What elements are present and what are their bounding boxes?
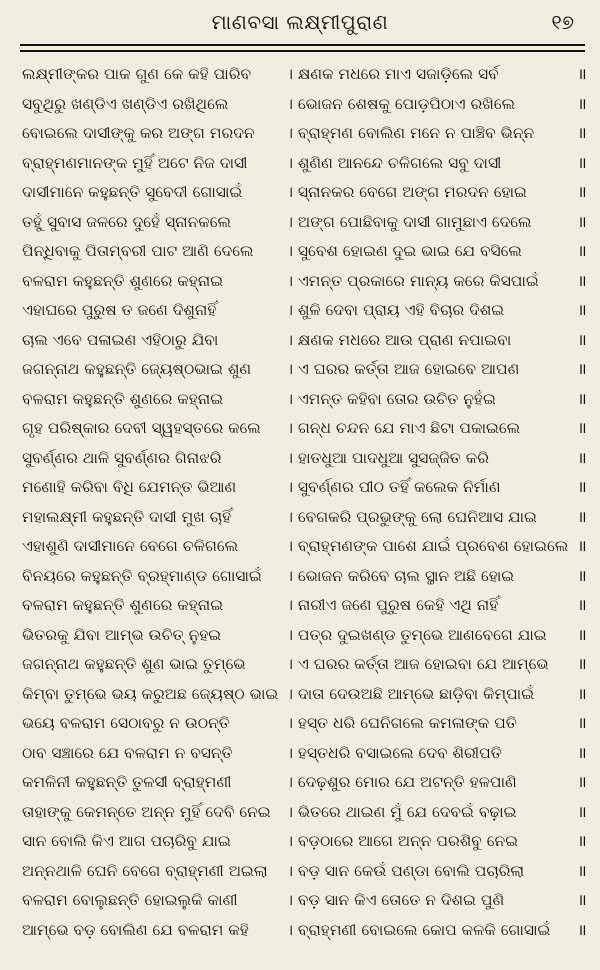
verse-second-half: । ପତ୍ର ଦୁଇଖଣ୍ଡ ତୁମ୍ଭେ ଆଣବେଗେ ଯାଇ (286, 625, 547, 644)
verse-second-half: । ଅଙ୍ଗ ପୋଛିବାକୁ ଦାସୀ ଗାମୁଛାଏ ଦେଲେ (286, 212, 532, 231)
verse-second-half: । ନାରୀଏ ଜଣେ ପୁରୁଷ କେହି ଏଥି ନାହିଁ (286, 596, 499, 614)
verse-second-half: । ବ୍ରାହ୍ମଣୀ ବୋଇଲେ କୋପ କଳକି ଗୋସାଇଁ (286, 920, 551, 939)
verse-first-half: ପିନ୍ଧିବାକୁ ପିତାମ୍ବରୀ ପାଟ ଆଣି ଦେଲେ (22, 242, 254, 260)
page-number: ୧୭ (551, 10, 574, 34)
verse-line (22, 414, 592, 444)
verse-line (22, 503, 592, 533)
verse-end-mark: ॥ (577, 655, 587, 673)
verse-line (22, 208, 592, 238)
verse-first-half: ସବୁଥିରୁ ଖଣ୍ଡିଏ ଖଣ୍ଡିଏ ରଖିଥିଲେ (22, 94, 229, 113)
verse-second-half: । ବ୍ରାହ୍ମଣଙ୍କ ପାଶେ ଯାଇଁ ପ୍ରବେଶ ହୋଇଲେ (286, 537, 569, 555)
verse-second-half: । ସ୍ନାନକର ବେଗେ ଅଙ୍ଗ ମରଦନ ହୋଇ (286, 183, 527, 201)
verse-line (22, 591, 592, 621)
verse-end-mark: ॥ (577, 891, 587, 909)
verse-line (22, 326, 592, 356)
verse-second-half: । ଏମନ୍ତ ପ୍ରକାରେ ମାନ୍ୟ କରେ କିସପାଇଁ (286, 271, 539, 290)
verse-end-mark: ॥ (577, 212, 587, 231)
verse-second-half: । ସୁବେଶ ହୋଇଣ ଦୁଇ ଭାଇ ଯେ ବସିଲେ (286, 242, 522, 260)
verse-second-half: । ଏମନ୍ତ କହିବା ତୋର ଉଚିତ ନୁହଁଇ (286, 389, 496, 408)
verse-end-mark: ॥ (577, 183, 587, 201)
verse-first-half: ଚାଲ ଏବେ ପଳାଇଣ ଏହିଠାରୁ ଯିବା (22, 330, 219, 349)
verse-first-half: ଭିତରକୁ ଯିବା ଆମ୍ଭ ଉଚିତ୍ ନୁହଇ (22, 625, 222, 644)
verse-second-half: । ଏ ଘରର କର୍ତ୍ତା ଆଜ ହୋଇବେ ଆପଣ (286, 360, 520, 378)
verse-first-half: ଆମ୍ଭେ ବଡ଼ ବୋଲିଣ ଯେ ବଳରାମ କହି (22, 920, 249, 939)
verse-second-half: । ଦେଢ଼ଶୁର ମୋର ଯେ ଅଟନ୍ତି ହଳପାଣି (286, 773, 517, 791)
verse-end-mark: ॥ (577, 596, 587, 614)
verse-line (22, 355, 592, 385)
verse-first-half: ଲକ୍ଷ୍ମୀଙ୍କର ପାକ ଗୁଣ କେ କହି ପାରିବ (22, 65, 252, 83)
verse-line (22, 178, 592, 208)
verse-line (22, 798, 592, 828)
verse-first-half: ତହୁଁ ସୁବାସ ଜଳରେ ଦୁହେଁ ସ୍ନାନକଲେ (22, 212, 231, 231)
verse-end-mark: ॥ (577, 419, 587, 437)
verse-second-half: । ହାତଧୁଆ ପାଦଧୁଆ ସୁସଜ୍ଜିତ କରି (286, 448, 489, 467)
verse-first-half: ବଳରାମ ବୋଲୁଛନ୍ତି ହୋଇଲୁକି କାଣୀ (22, 891, 238, 909)
verse-end-mark: ॥ (577, 714, 587, 732)
verse-second-half: । ଭିତରେ ଥାଇଣ ମୁଁ ଯେ ଦେବଇଁ ବଢ଼ାଇ (286, 802, 517, 821)
verse-end-mark: ॥ (577, 478, 587, 496)
verse-end-mark: ॥ (577, 861, 587, 880)
verse-second-half: । ହସ୍ତ ଧରି ଘେନିଗଲେ କମଳାଙ୍କ ପତି (286, 714, 517, 732)
verse-first-half: ବଳରାମ କହୁଛନ୍ତି ଶୁଣରେ କହ୍ନାଇ (22, 389, 224, 408)
verse-line (22, 149, 592, 179)
verse-end-mark: ॥ (577, 94, 587, 113)
verse-end-mark: ॥ (577, 802, 587, 821)
verse-line (22, 680, 592, 710)
verse-second-half: । ଗନ୍ଧ ଚନ୍ଦନ ଯେ ମାଏ ଛିଟା ପକାଇଲେ (286, 419, 521, 437)
verse-second-half: । ବଡ଼ଠାରେ ଆଗେ ଅନ୍ନ ପରଶିବୁ ନେଇ (286, 832, 519, 850)
header-rule-top (20, 44, 585, 46)
verse-end-mark: ॥ (577, 684, 587, 703)
verse-line (22, 296, 592, 326)
verse-first-half: ଜଗନ୍ନାଥ କହୁଛନ୍ତି ଶୁଣ ଭାଇ ତୁମ୍ଭେ (22, 655, 246, 673)
verse-first-half: ସୁବର୍ଣ୍ଣର ଥାଳି ସୁବର୍ଣ୍ଣର ଗିନାଝରି (22, 448, 222, 467)
verse-end-mark: ॥ (577, 743, 587, 762)
verse-first-half: ତାହାଙ୍କୁ କେମନ୍ତେ ଅନ୍ନ ମୁହିଁ ଦେବି ନେଇ (22, 802, 271, 821)
verse-end-mark: ॥ (577, 301, 587, 319)
verse-first-half: ଏହାଶୁଣି ଦାସୀମାନେ ବେଗେ ଚଳିଗଲେ (22, 537, 239, 555)
verse-end-mark: ॥ (577, 360, 587, 378)
verse-line (22, 60, 592, 90)
verse-line (22, 119, 592, 149)
verse-first-half: ଏହାଘରେ ପୁରୁଷ ତ ଜଣେ ଦିଶୁନାହିଁ (22, 301, 217, 319)
verse-second-half: । ବଡ଼ ସାନ କେଉଁ ପଣ୍ଡା ବୋଲି ପଚାରିଲା (286, 861, 525, 880)
verse-end-mark: ॥ (577, 920, 587, 939)
verse-first-half: କମଳିନୀ କହୁଛନ୍ତି ତୁଳସୀ ବ୍ରାହ୍ମଣୀ (22, 773, 232, 791)
verse-first-half: ଗୃହ ପରିଷ୍କାର ଦେବୀ ସ୍ୱହସ୍ତରେ କଲେ (22, 419, 261, 437)
verse-first-half: ସାନ ବୋଲି କିଏ ଆଗ ପଚାରିବୁ ଯାଇ (22, 832, 231, 850)
verse-line (22, 827, 592, 857)
verse-end-mark: ॥ (577, 271, 587, 290)
verse-first-half: ବଳରାମ କହୁଛନ୍ତି ଶୁଣରେ କହ୍ନାଇ (22, 271, 224, 290)
verse-second-half: । ବଡ଼ ସାନ କିଏ ତୋତେ ନ ଦିଶଇ ପୁଣି (286, 891, 505, 909)
verse-end-mark: ॥ (577, 124, 587, 142)
verse-second-half: । କ୍ଷଣକ ମଧରେ ମାଏ ସଜାଡ଼ିଲେ ସର୍ବ (286, 65, 499, 83)
verse-second-half: । ଏ ଘରର କର୍ତ୍ତା ଆଜ ହୋଇବା ଯେ ଆମ୍ଭେ (286, 655, 549, 673)
verse-line (22, 709, 592, 739)
verse-line (22, 621, 592, 651)
verse-end-mark: ॥ (577, 537, 587, 555)
verse-line (22, 473, 592, 503)
verse-second-half: । କ୍ଷଣକ ମଧରେ ଆଉ ପ୍ରାଣ ନପାଇବା (286, 330, 512, 349)
verse-line (22, 267, 592, 297)
verse-line (22, 532, 592, 562)
verse-line (22, 562, 592, 592)
verse-end-mark: ॥ (577, 65, 587, 83)
verse-first-half: ଅନ୍ନଥାଳି ଘେନି ବେଗେ ବ୍ରାହ୍ମଣୀ ଅଇଲା (22, 861, 268, 880)
verse-end-mark: ॥ (577, 389, 587, 408)
verse-end-mark: ॥ (577, 773, 587, 791)
verse-first-half: ଦାସୀମାନେ କହୁଛନ୍ତି ସୁବେଦୀ ଗୋସାଇଁ (22, 183, 243, 201)
verse-first-half: ମହାଲକ୍ଷ୍ମୀ କହୁଛନ୍ତି ଦାସୀ ମୁଖ ଚାହିଁ (22, 507, 232, 526)
verse-line (22, 916, 592, 946)
verse-line (22, 650, 592, 680)
verse-first-half: ମଣୋହି କରିବା ବିଧି ଯେମନ୍ତ ଭିଆଣ (22, 478, 237, 496)
verse-first-half: ବିନୟରେ କହୁଛନ୍ତି ବ୍ରହ୍ମାଣ୍ଡ ଗୋସାଇଁ (22, 566, 262, 585)
verse-first-half: ବ୍ରାହ୍ମଣମାନଙ୍କ ମୁହିଁ ଅଟେ ନିଜ ଦାସୀ (22, 153, 248, 172)
verse-line (22, 886, 592, 916)
verse-end-mark: ॥ (577, 330, 587, 349)
verse-end-mark: ॥ (577, 625, 587, 644)
verse-first-half: ଠାବ ସଞ୍ଚାରେ ଯେ ବଳରାମ ନ ବସନ୍ତି (22, 743, 233, 762)
verse-second-half: । ହସ୍ତଧରି ବସାଇଲେ ଦେବ ଶିରୀପତି (286, 743, 502, 762)
verse-line (22, 739, 592, 769)
verse-line (22, 385, 592, 415)
verse-line (22, 857, 592, 887)
verse-end-mark: ॥ (577, 448, 587, 467)
verse-first-half: ବଳରାମ କହୁଛନ୍ତି ଶୁଣରେ କହ୍ନାଇ (22, 596, 224, 614)
verse-second-half: । ବେଗକରି ପ୍ରଭୁଙ୍କୁ ଲୋ ଘେନିଆସ ଯାଇ (286, 507, 537, 526)
verse-line (22, 444, 592, 474)
verse-end-mark: ॥ (577, 153, 587, 172)
verse-second-half: । ଶୁଣିଣ ଆନନ୍ଦେ ଚଳିଗଲେ ସବୁ ଦାସୀ (286, 153, 502, 172)
verse-end-mark: ॥ (577, 832, 587, 850)
verse-second-half: । ବ୍ରାହ୍ମଣ ବୋଲିଣ ମନେ ନ ପାଞ୍ଚିବ ଭିନ୍ନ (286, 124, 535, 142)
verse-end-mark: ॥ (577, 566, 587, 585)
verse-line (22, 237, 592, 267)
verse-second-half: । ଦାତା ଦେଉଅଛି ଆମ୍ଭେ ଛାଡ଼ିବା କିମ୍ପାଇଁ (286, 684, 535, 703)
header-rule-bottom (20, 50, 585, 52)
verse-second-half: । ସୁବର୍ଣ୍ଣର ପୀଠ ତହିଁ କଲେକ ନିର୍ମାଣ (286, 478, 501, 496)
verse-first-half: ଭୟେ ବଳରାମ ସେଠାବରୁ ନ ଉଠନ୍ତି (22, 714, 230, 732)
verse-first-half: ବୋଇଲେ ଦାସୀଙ୍କୁ କର ଅଙ୍ଗ ମରଦନ (22, 124, 255, 142)
verse-line (22, 768, 592, 798)
verse-line (22, 90, 592, 120)
verse-end-mark: ॥ (577, 507, 587, 526)
verse-first-half: କିମ୍ବା ତୁମ୍ଭେ ଭୟ କରୁଅଛ ଜ୍ୟେଷ୍ଠ ଭାଇ (22, 684, 279, 703)
verse-end-mark: ॥ (577, 242, 587, 260)
verse-list (22, 60, 592, 945)
verse-second-half: । ଭୋଜନ ଶେଷକୁ ପୋଡ଼ପିଠାଏ ରଖିଲେ (286, 94, 516, 113)
verse-first-half: ଜଗନ୍ନାଥ କହୁଛନ୍ତି ଜ୍ୟେଷ୍ଠଭାଇ ଶୁଣ (22, 360, 252, 378)
verse-second-half: । ଭୋଜନ କରିବେ ଚାଲ ସ୍ଥାନ ଅଛି ହୋଇ (286, 566, 515, 585)
verse-second-half: । ଶୁଳି ଦେବା ପ୍ରାୟ ଏହି ବିଚାର ଦିଶଇ (286, 301, 505, 319)
page-header (20, 6, 580, 40)
running-title: ମାଣବସା ଲକ୍ଷ୍ମୀପୁରାଣ (211, 10, 389, 34)
